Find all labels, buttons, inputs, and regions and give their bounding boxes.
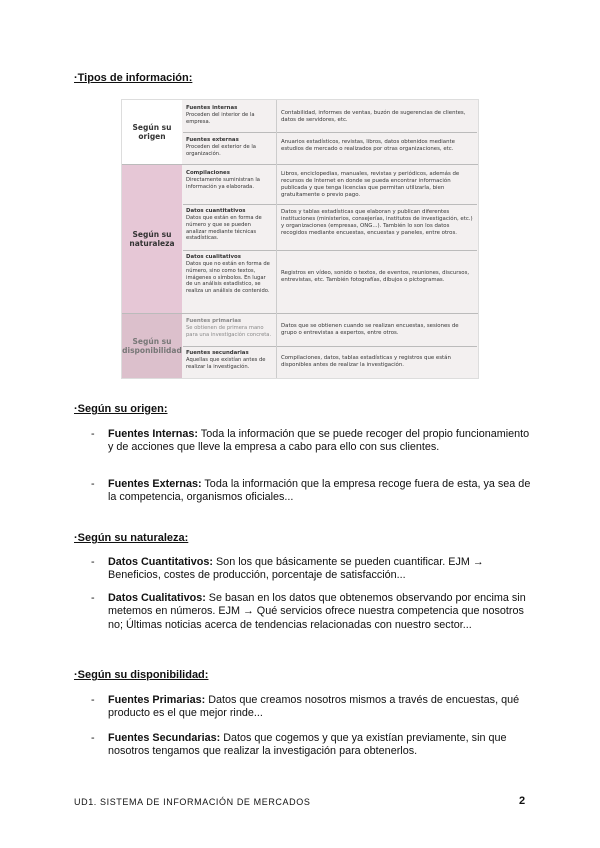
- table-category-origen: Según su origen: [122, 100, 182, 164]
- table-cell-compilaciones: [183, 168, 275, 193]
- list-dash: -: [91, 428, 95, 440]
- item-text: Son los que básicamente se pueden cuantificar. EJM → Beneficios, costes de producción, porcentaje de satisfacción...: [108, 556, 484, 582]
- item-text: Datos que creamos nosotros mismos a través de encuestas, qué producto es el que mejor rinde...: [108, 694, 520, 720]
- table-divider: [183, 132, 477, 133]
- list-dash: -: [91, 592, 95, 604]
- item-label: Fuentes Internas:: [108, 428, 198, 440]
- table-desc: Directamente suministran la información ya elaborada.: [186, 177, 260, 190]
- item-label: Datos Cuantitativos:: [108, 556, 213, 568]
- table-cell-internas: [183, 103, 275, 128]
- table-head: Fuentes externas: [186, 137, 239, 143]
- table-divider: [183, 346, 477, 347]
- table-desc: Datos que no están en forma de número, sino como textos, imágenes o símbolos. En lugar de un análisis estadístico, se realiza un análisis de contenido.: [186, 261, 270, 295]
- list-dash: -: [91, 478, 95, 490]
- table-divider: [183, 204, 477, 205]
- table-desc: Proceden del interior de la empresa.: [186, 112, 255, 125]
- table-examples: Registros en vídeo, sonido o textos, de eventos, reuniones, discursos, entrevistas, etc. También fotografías, dibujos o pictogramas.: [281, 270, 470, 284]
- section-title-disponibilidad: ·Según su disponibilidad:: [74, 669, 209, 681]
- item-text: Toda la información que la empresa recoge fuera de esta, ya sea de la competencia, organismos oficiales...: [108, 478, 531, 504]
- list-dash: -: [91, 556, 95, 568]
- item-label: Fuentes Primarias:: [108, 694, 206, 706]
- table-head: Datos cuantitativos: [186, 208, 246, 214]
- table-examples: Libros, enciclopedias, manuales, revistas y periódicos, además de recursos de Internet en donde se pueda encontrar información publicada y que tenga licencias que permitan utilizarla, bien gratuitamente o previo pago.: [281, 171, 460, 199]
- table-category-disponibilidad: Según su disponibilidad: [122, 314, 182, 378]
- table-cell-cualitativos: [183, 252, 275, 297]
- table-desc: Aquellas que existían antes de realizar la investigación.: [186, 357, 266, 370]
- item-label: Datos Cualitativos:: [108, 592, 206, 604]
- table-examples: Anuarios estadísticos, revistas, libros, datos obtenidos mediante estudios de mercado o realizados por otras organizaciones, etc.: [281, 139, 455, 153]
- table-cell-secundarias: [183, 348, 275, 373]
- table-desc: Se obtienen de primera mano para una investigación concreta.: [186, 325, 272, 338]
- table-head: Fuentes secundarias: [186, 350, 249, 356]
- table-examples: Datos que se obtienen cuando se realizan encuestas, sesiones de grupo o entrevistas a expertos, entre otros.: [281, 323, 459, 337]
- list-item-externas: [91, 478, 531, 505]
- list-item-primarias: [91, 694, 531, 721]
- table-head: Compilaciones: [186, 170, 230, 176]
- item-label: Fuentes Secundarias:: [108, 732, 221, 744]
- table-head: Fuentes internas: [186, 105, 238, 111]
- page-number: 2: [519, 795, 526, 807]
- section-title-naturaleza: ·Según su naturaleza:: [74, 532, 189, 544]
- item-text: Se basan en los datos que obtenemos observando por encima sin metemos en números. EJM → Qué servicios ofrece nuestra competencia que nosotros no; Últimas noticias acerca de tendencias relacionadas con nuestro sector...: [108, 592, 526, 631]
- table-cell-externas: [183, 135, 275, 160]
- table-head: Fuentes primarias: [186, 318, 242, 324]
- table-cell-primarias: [183, 316, 275, 341]
- item-label: Fuentes Externas:: [108, 478, 202, 490]
- table-examples: Datos y tablas estadísticas que elaboran y publican diferentes instituciones (ministerios, consejerías, institutos de investigación, etc.) y organizaciones (empresas, ONG...). También lo son los datos recogidos mediante encuestas, encuestas y paneles, entre otros.: [281, 209, 473, 237]
- section-title-tipos: ·Tipos de información:: [74, 72, 193, 84]
- table-category-naturaleza: Según su naturaleza: [122, 165, 182, 313]
- list-item-cualitativos: [91, 592, 531, 632]
- table-divider: [183, 250, 477, 251]
- table-head: Datos cualitativos: [186, 254, 241, 260]
- footer-title: UD1. SISTEMA DE INFORMACIÓN DE MERCADOS: [74, 797, 311, 807]
- table-desc: Proceden del exterior de la organización.: [186, 144, 256, 157]
- information-types-table: [121, 99, 479, 379]
- table-column-divider: [276, 100, 277, 378]
- table-examples: Contabilidad, informes de ventas, buzón de sugerencias de clientes, datos de servidores, etc.: [281, 110, 466, 124]
- list-dash: -: [91, 732, 95, 744]
- item-text: Datos que cogemos y que ya existían previamente, sin que nosotros tengamos que realizar la investigación para obtenerlos.: [108, 732, 507, 758]
- list-item-internas: [91, 428, 531, 455]
- list-item-secundarias: [91, 732, 531, 759]
- list-item-cuantitativos: [91, 556, 531, 583]
- table-cell-cuantitativos: [183, 206, 275, 244]
- table-examples: Compilaciones, datos, tablas estadísticas y registros que están disponibles antes de realizar la investigación.: [281, 355, 451, 369]
- item-text: Toda la información que se puede recoger del propio funcionamiento y de acciones que lleve la empresa a cabo para ello con sus clientes.: [108, 428, 530, 454]
- section-title-origen: ·Según su origen:: [74, 403, 168, 415]
- list-dash: -: [91, 694, 95, 706]
- table-desc: Datos que están en forma de número y que se pueden analizar mediante técnicas estadísticas.: [186, 215, 262, 242]
